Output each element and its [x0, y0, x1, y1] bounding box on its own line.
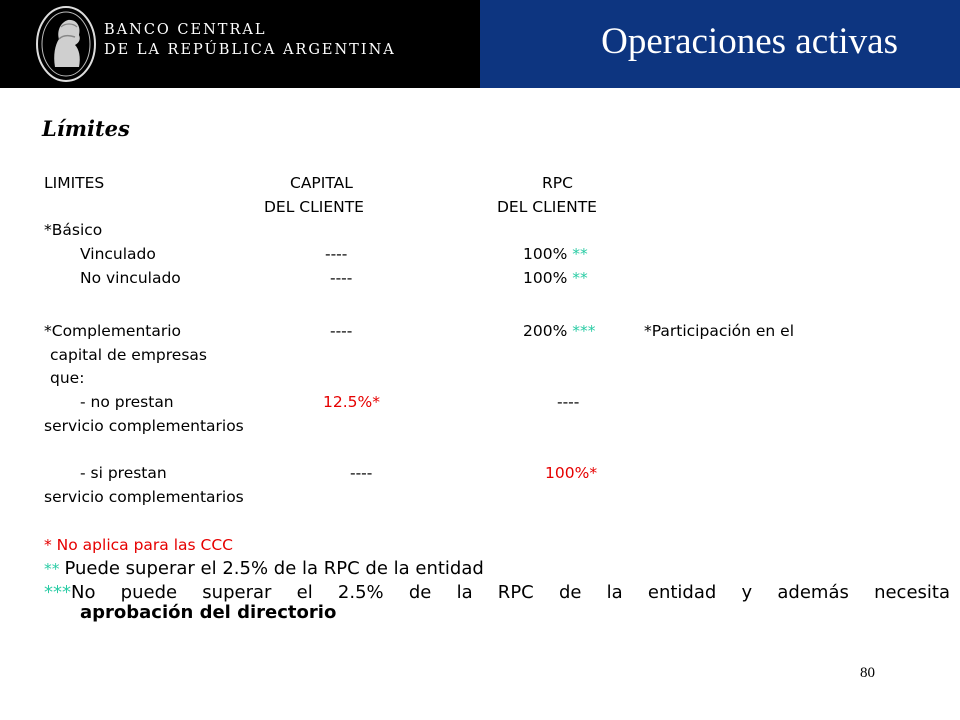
footnote-2	[44, 560, 484, 578]
header-left-panel	[0, 0, 480, 88]
complementario-rpc: 200% ***	[523, 322, 596, 340]
triple-asterisk-mark: ***	[572, 322, 596, 340]
complementario-capital: ----	[330, 322, 353, 340]
row-si-prestan-rpc: 100%*	[545, 464, 598, 482]
footnote-3-text: No puede superar el 2.5% de la RPC de la entidad y además necesita	[71, 582, 950, 603]
row-vinculado-capital: ----	[325, 245, 348, 263]
col-header-limites: LIMITES	[44, 174, 105, 192]
header-title: Operaciones activas	[601, 21, 898, 62]
bank-name-line2: DE LA REPÚBLICA ARGENTINA	[104, 42, 396, 58]
footnote-2-text: Puede superar el 2.5% de la RPC de la entidad	[64, 558, 484, 579]
row-vinculado-rpc: 100% **	[523, 245, 588, 263]
row-no-vinculado-label: No vinculado	[80, 269, 181, 287]
col-header-capital: CAPITAL	[290, 174, 353, 192]
basico-label: *Básico	[44, 221, 103, 239]
row-no-prestan-rpc: ----	[557, 393, 580, 411]
complementario-label: *Complementario	[44, 322, 182, 340]
triple-asterisk-mark: ***	[44, 582, 71, 603]
footnote-3	[44, 583, 950, 603]
row-no-vinculado-capital: ----	[330, 269, 353, 287]
page-number: 80	[860, 665, 875, 681]
double-asterisk-mark: **	[572, 245, 588, 263]
participacion-note-line2: capital de empresas	[50, 346, 207, 364]
section-subtitle: Límites	[42, 116, 130, 141]
footnote-1: * No aplica para las CCC	[44, 536, 233, 554]
row-si-prestan-capital: ----	[350, 464, 373, 482]
bank-name-line1: BANCO CENTRAL	[104, 22, 267, 38]
header-right-panel	[480, 0, 960, 88]
participacion-note-line3: que:	[50, 369, 85, 387]
participacion-note-line1: *Participación en el	[644, 322, 795, 340]
row-vinculado-label: Vinculado	[80, 245, 156, 263]
row-si-prestan-label: - si prestan	[80, 464, 167, 482]
row-no-prestan-cont: servicio complementarios	[44, 417, 244, 435]
col-header-capital-sub: DEL CLIENTE	[264, 198, 364, 216]
col-header-rpc: RPC	[542, 174, 573, 192]
footnote-3-bold: aprobación del directorio	[80, 602, 337, 623]
row-si-prestan-cont: servicio complementarios	[44, 488, 244, 506]
row-no-prestan-label: - no prestan	[80, 393, 174, 411]
double-asterisk-mark: **	[572, 269, 588, 287]
bank-seal-icon	[35, 5, 97, 83]
double-asterisk-mark: **	[44, 560, 60, 578]
col-header-rpc-sub: DEL CLIENTE	[497, 198, 597, 216]
row-no-vinculado-rpc: 100% **	[523, 269, 588, 287]
row-no-prestan-capital: 12.5%*	[323, 393, 380, 411]
